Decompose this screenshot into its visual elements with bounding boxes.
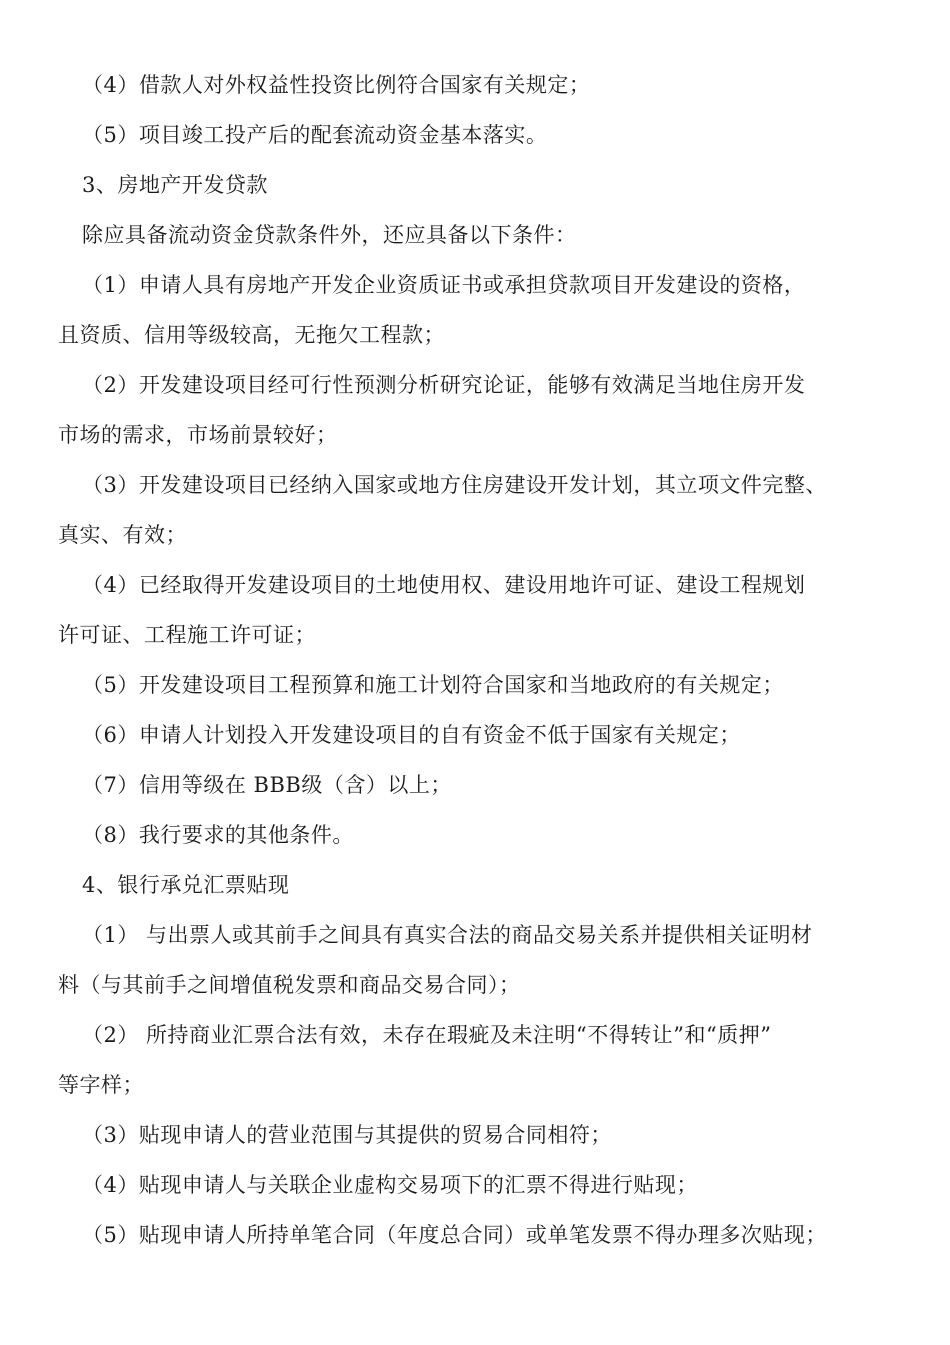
text-line: （4）借款人对外权益性投资比例符合国家有关规定； bbox=[82, 73, 591, 97]
text-line: 市场的需求，市场前景较好； bbox=[58, 423, 338, 447]
text-line: （2）开发建设项目经可行性预测分析研究论证，能够有效满足当地住房开发 bbox=[82, 373, 806, 397]
text-line: （3）开发建设项目已经纳入国家或地方住房建设开发计划，其立项文件完整、 bbox=[82, 473, 827, 497]
text-line: 许可证、工程施工许可证； bbox=[58, 623, 316, 647]
text-line: （7）信用等级在 BBB级（含）以上； bbox=[82, 773, 452, 797]
text-line: （5）开发建设项目工程预算和施工计划符合国家和当地政府的有关规定； bbox=[82, 673, 784, 697]
text-line: （1）申请人具有房地产开发企业资质证书或承担贷款项目开发建设的资格， bbox=[82, 273, 806, 297]
text-line: 料（与其前手之间增值税发票和商品交易合同）； bbox=[58, 973, 521, 997]
text-line: 真实、有效； bbox=[58, 523, 187, 547]
text-line: 等字样； bbox=[58, 1073, 144, 1097]
text-line: （6）申请人计划投入开发建设项目的自有资金不低于国家有关规定； bbox=[82, 723, 741, 747]
section-heading: 4、银行承兑汇票贴现 bbox=[82, 873, 290, 897]
text-line: 除应具备流动资金贷款条件外，还应具备以下条件： bbox=[82, 223, 577, 247]
text-line: （2） 所持商业汇票合法有效，未存在瑕疵及未注明“不得转让”和“质押” bbox=[82, 1023, 772, 1047]
text-line: （4）贴现申请人与关联企业虚构交易项下的汇票不得进行贴现； bbox=[82, 1173, 698, 1197]
text-line: （5）贴现申请人所持单笔合同（年度总合同）或单笔发票不得办理多次贴现； bbox=[82, 1223, 827, 1247]
text-line: （8）我行要求的其他条件。 bbox=[82, 823, 354, 847]
section-heading: 3、房地产开发贷款 bbox=[82, 173, 268, 197]
text-line: （4）已经取得开发建设项目的土地使用权、建设用地许可证、建设工程规划 bbox=[82, 573, 806, 597]
text-line: （3）贴现申请人的营业范围与其提供的贸易合同相符； bbox=[82, 1123, 612, 1147]
text-line: （1） 与出票人或其前手之间具有真实合法的商品交易关系并提供相关证明材 bbox=[82, 923, 813, 947]
text-line: （5）项目竣工投产后的配套流动资金基本落实。 bbox=[82, 123, 548, 147]
text-line: 且资质、信用等级较高，无拖欠工程款； bbox=[58, 323, 445, 347]
